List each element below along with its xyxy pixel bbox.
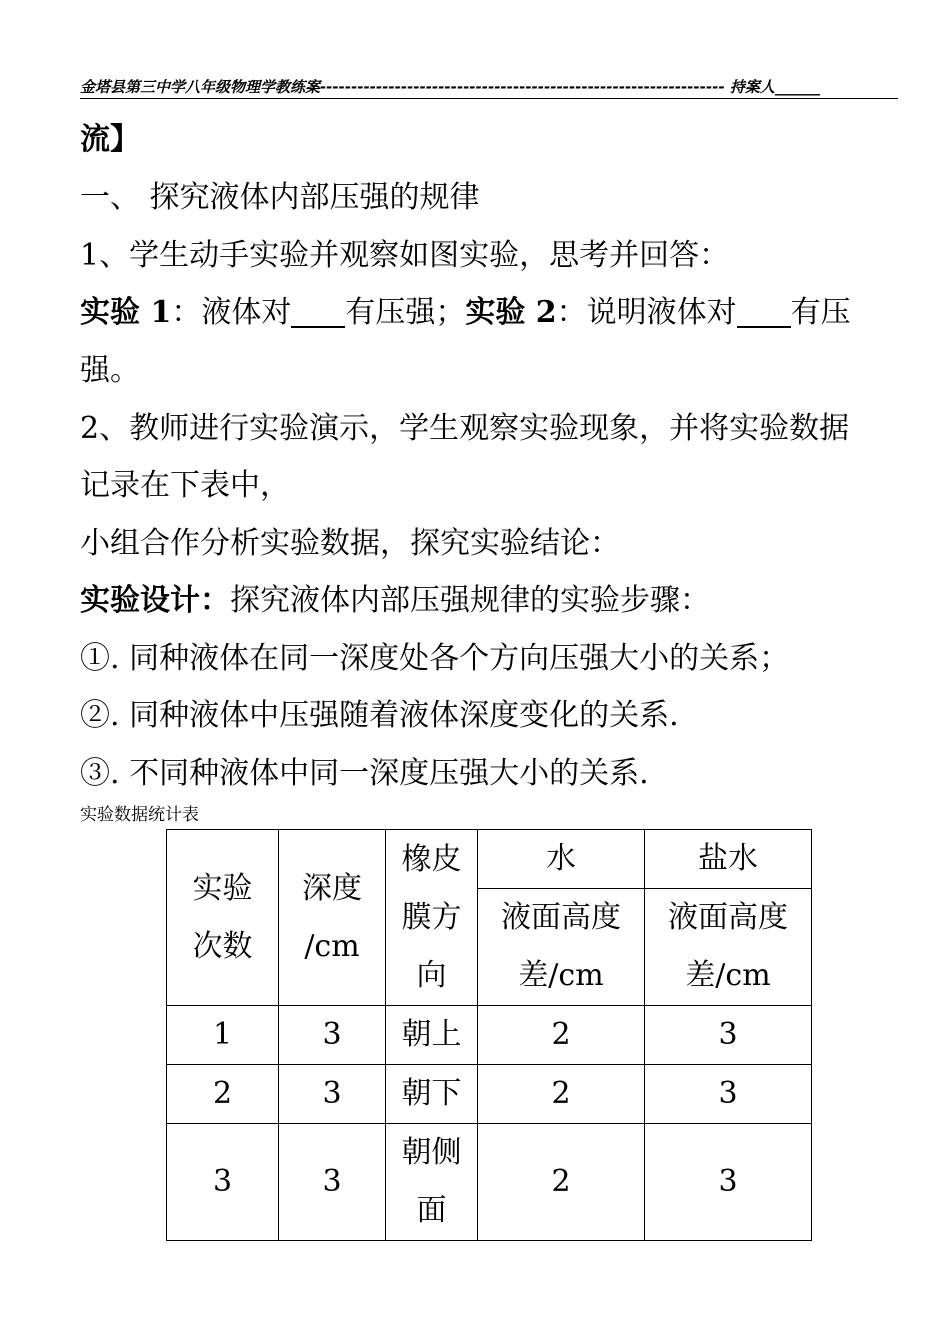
section-title: 一、 探究液体内部压强的规律 [80, 180, 480, 215]
header-diff-line: 差/cm [518, 958, 604, 993]
cell-salt-water: 3 [645, 1124, 812, 1241]
cell-times: 1 [167, 1006, 279, 1065]
header-membrane-line: 橡皮 [401, 841, 462, 877]
design-line [80, 581, 910, 621]
cell-water: 2 [478, 1065, 645, 1124]
cell-direction-line: 朝下 [401, 1076, 462, 1111]
cell-direction [386, 1065, 478, 1124]
cell-salt-water: 3 [645, 1006, 812, 1065]
header-membrane-line: 膜方 [401, 899, 462, 935]
cell-times: 3 [167, 1124, 279, 1241]
cell-water: 2 [478, 1124, 645, 1241]
table-row [167, 1006, 812, 1065]
cell-depth: 3 [279, 1124, 386, 1241]
cell-salt-water: 3 [645, 1065, 812, 1124]
header-depth [279, 830, 386, 1006]
data-table [166, 829, 812, 1241]
question-1: 1、学生动手实验并观察如图实验，思考并回答： [80, 238, 730, 273]
experiment-2-text-d: 有压 [790, 295, 851, 330]
cell-direction [386, 1124, 478, 1241]
header-depth-line: /cm [304, 928, 360, 964]
header-salt-diff [645, 889, 812, 1006]
header-times-line: 实验 [192, 870, 253, 906]
experiment-1-label: 实验 1 [80, 295, 172, 330]
header-diff-line: 液面高度 [668, 900, 788, 935]
cell-direction [386, 1006, 478, 1065]
experiment-1-text-a: ：液体对 [171, 295, 292, 330]
step-1: ①. 同种液体在同一深度处各个方向压强大小的关系； [80, 641, 790, 676]
question-2-line-2: 记录在下表中， [80, 468, 290, 503]
design-text: 探究液体内部压强规律的实验步骤： [230, 583, 710, 618]
question-2-line-3: 小组合作分析实验数据，探究实验结论： [80, 526, 620, 561]
table-caption: 实验数据统计表 [80, 805, 199, 825]
experiment-1-text-b: 有压强； [345, 295, 466, 330]
page-header: 金塔县第三中学八年级物理学教练案----------------------------------------------------------------- 持案人______ [80, 76, 898, 99]
header-membrane-line: 向 [416, 957, 447, 993]
header-membrane [386, 830, 478, 1006]
step-3: ③. 不同种液体中同一深度压强大小的关系. [80, 756, 649, 791]
table-row [167, 1065, 812, 1124]
blank-1[interactable] [291, 296, 345, 328]
experiment-line [80, 293, 910, 333]
header-diff-line: 差/cm [685, 958, 771, 993]
cell-direction-line: 朝侧 [401, 1135, 462, 1170]
question-2-line-1: 2、教师进行实验演示，学生观察实验现象，并将实验数据 [80, 411, 850, 446]
header-times-line: 次数 [192, 928, 253, 964]
step-2: ②. 同种液体中压强随着液体深度变化的关系. [80, 698, 679, 733]
experiment-2-text-c: ：说明液体对 [556, 295, 737, 330]
table-row [167, 1124, 812, 1241]
experiment-2-label: 实验 2 [465, 295, 557, 330]
cell-direction-line: 面 [416, 1193, 447, 1228]
cell-depth: 3 [279, 1006, 386, 1065]
header-salt-water: 盐水 [645, 830, 812, 889]
experiment-line-cont: 强。 [80, 353, 140, 388]
design-label: 实验设计： [80, 583, 230, 618]
header-diff-line: 液面高度 [501, 900, 621, 935]
blank-2[interactable] [737, 296, 791, 328]
header-depth-line: 深度 [302, 870, 362, 906]
header-water: 水 [478, 830, 645, 889]
cell-times: 2 [167, 1065, 279, 1124]
section-tail: 流】 [80, 122, 140, 157]
header-times [167, 830, 279, 1006]
cell-depth: 3 [279, 1065, 386, 1124]
header-water-diff [478, 889, 645, 1006]
cell-water: 2 [478, 1006, 645, 1065]
cell-direction-line: 朝上 [401, 1017, 462, 1052]
table-header-row [167, 830, 812, 889]
